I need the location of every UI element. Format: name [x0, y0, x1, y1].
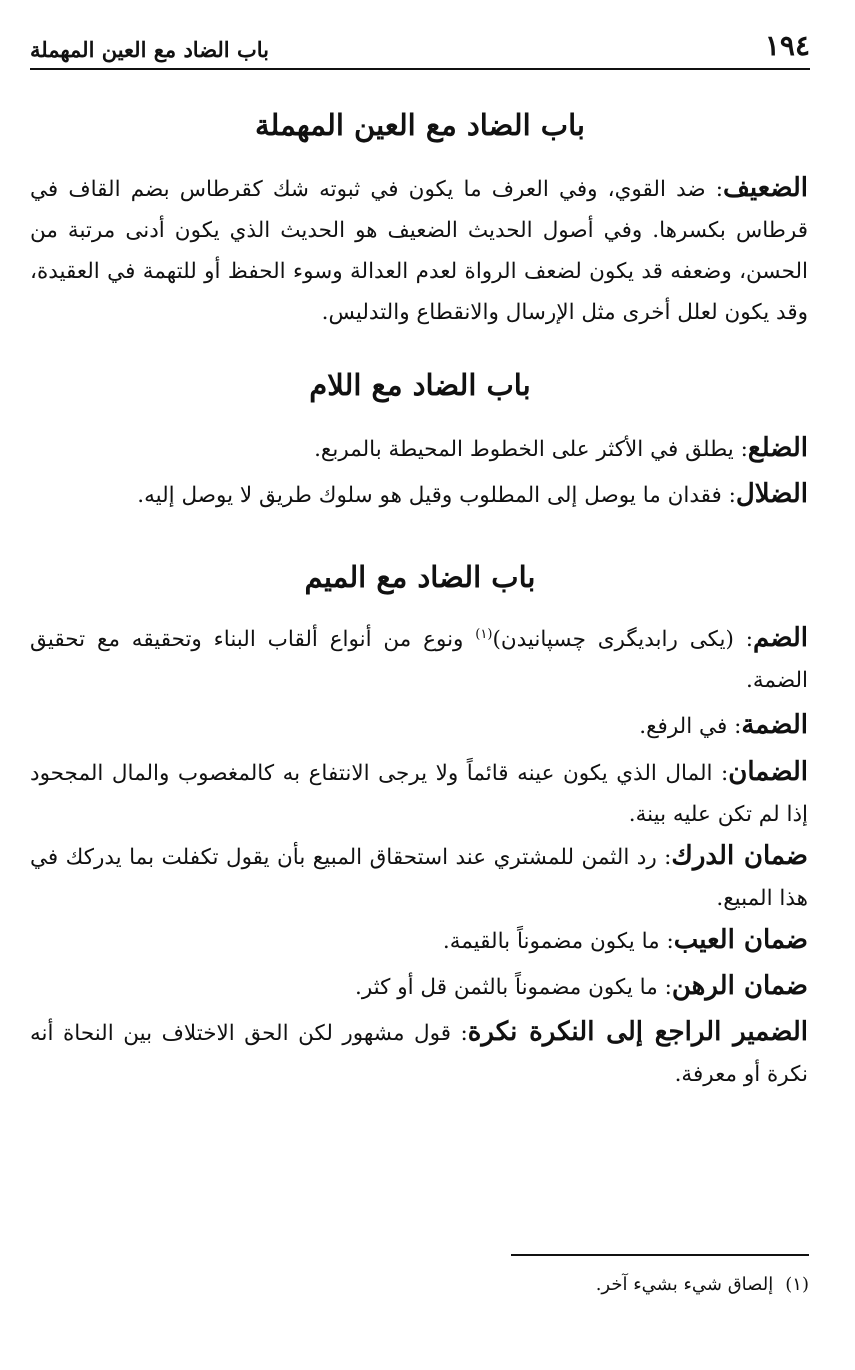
entry-daman — [30, 752, 808, 835]
page-header — [30, 28, 810, 70]
entry-dil — [30, 428, 808, 470]
entry-term: ضمان العيب — [673, 925, 808, 955]
section-heading: باب الضاد مع الميم — [304, 560, 536, 594]
entry-definition: قول مشهور لكن الحق الاختلاف بين النحاة أنه نكرة أو معرفة. — [30, 1021, 808, 1087]
footnote-number: (١) — [785, 1274, 809, 1295]
entry-daeef — [30, 168, 808, 333]
entry-separator: : — [721, 483, 736, 508]
entry-definition: ما يكون مضموناً بالثمن قل أو كثر. — [354, 975, 658, 1000]
entry-term: الضلال — [735, 479, 808, 509]
entry-daman-rahn — [30, 966, 808, 1008]
entry-definition: فقدان ما يوصل إلى المطلوب وقيل هو سلوك طريق لا يوصل إليه. — [137, 483, 722, 508]
entry-separator: : — [727, 714, 742, 739]
entry-separator: : — [733, 627, 754, 652]
entry-definition: ما يكون مضموناً بالقيمة. — [442, 929, 660, 954]
entry-term: ضمان الدرك — [671, 841, 808, 871]
entry-definition: (يكى رابديگرى چسپانيدن) — [492, 627, 734, 652]
entry-separator: : — [712, 761, 729, 786]
entry-term: الضمير الراجع إلى النكرة نكرة — [467, 1017, 808, 1047]
entry-definition-cont: ونوع من أنواع ألقاب البناء وتحقيقه مع تحقيق الضمة. — [30, 627, 808, 693]
entry-separator: : — [733, 437, 748, 462]
footnote-text: إلصاق شيء بشيء آخر. — [595, 1274, 774, 1295]
entry-separator: : — [705, 177, 724, 202]
entry-damir — [30, 1012, 808, 1095]
entry-definition: رد الثمن للمشتري عند استحقاق المبيع بأن يقول تكفلت بما يدركك في هذا المبيع. — [30, 845, 808, 911]
entry-definition: يطلق في الأكثر على الخطوط المحيطة بالمربع. — [314, 437, 734, 462]
footnote — [209, 1274, 809, 1295]
entry-damma — [30, 705, 808, 747]
page-number: ١٩٤ — [764, 29, 810, 62]
footnote-reference: (١) — [475, 626, 493, 642]
entry-term: ضمان الرهن — [671, 971, 808, 1001]
entry-definition: المال الذي يكون عينه قائماً ولا يرجى الانتفاع به كالمغصوب والمال المجحود إذا لم تكن عليه بينة. — [30, 761, 808, 827]
footnote-divider — [511, 1254, 809, 1256]
entry-separator: : — [657, 975, 672, 1000]
section-heading: باب الضاد مع العين المهملة — [254, 108, 585, 142]
entry-term: الضم — [753, 623, 809, 653]
running-title: باب الضاد مع العين المهملة — [30, 37, 269, 62]
entry-definition: في الرفع. — [639, 714, 728, 739]
entry-term: الضمان — [728, 757, 809, 787]
entry-daman-aib — [30, 920, 808, 962]
entry-separator: : — [451, 1021, 468, 1046]
entry-damm — [30, 618, 808, 701]
section-heading: باب الضاد مع اللام — [309, 368, 531, 402]
entry-term: الضلع — [747, 433, 808, 463]
entry-dalal — [30, 474, 808, 516]
entry-separator: : — [659, 929, 674, 954]
entry-term: الضعيف — [723, 173, 809, 203]
entry-term: الضمة — [741, 710, 808, 740]
entry-definition: ضد القوي، وفي العرف ما يكون في ثبوته شك كقرطاس بضم القاف في قرطاس بكسرها. وفي أصول الحديث الضعيف هو الحديث الذي يكون أدنى مرتبة من الحسن، وضعفه قد يكون لضعف الرواة لعدم العدالة وسوء الحفظ أو للتهمة في العقيدة، وقد يكون لعلل أخرى مثل الإرسال والانقطاع والتدليس. — [30, 177, 808, 325]
entry-separator: : — [656, 845, 672, 870]
entry-daman-darak — [30, 836, 808, 919]
